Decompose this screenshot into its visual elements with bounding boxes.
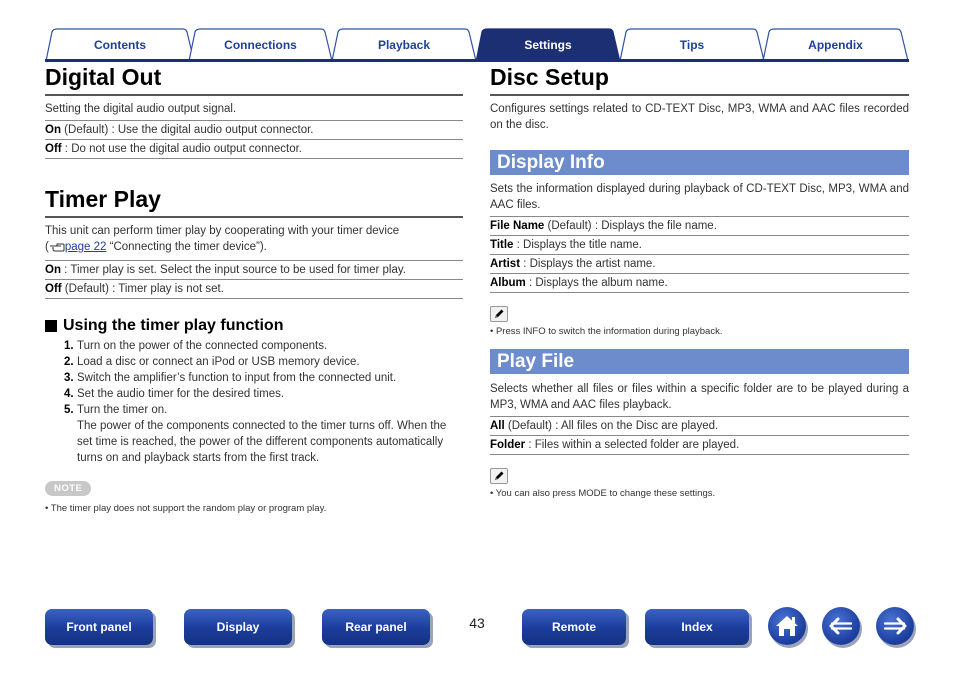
right-column: [490, 62, 909, 500]
option-key: Off: [45, 143, 62, 155]
list-item: [64, 338, 463, 354]
title-divider: [45, 94, 463, 96]
option-row: [45, 279, 463, 299]
step-number: 1.: [64, 340, 74, 352]
option-key: File Name: [490, 220, 545, 232]
timer-steps-list: [64, 338, 463, 466]
pencil-icon: [490, 468, 508, 484]
display-info-options: [490, 216, 909, 293]
play-file-tip: [490, 468, 909, 500]
display-info-heading: Display Info: [490, 150, 909, 175]
option-text: : Timer play is set. Select the input source to be used for timer play.: [60, 264, 406, 276]
option-key: Off: [45, 283, 62, 295]
arrow-left-icon: [828, 616, 854, 636]
option-row: [490, 273, 909, 293]
tab-contents-label: Contents: [94, 38, 146, 52]
front-panel-button[interactable]: Front panel: [45, 609, 153, 645]
page-number: 43: [469, 615, 485, 631]
option-row: [45, 139, 463, 159]
option-text: (Default) : Timer play is not set.: [61, 283, 224, 295]
step-text: Set the audio timer for the desired times.: [77, 388, 285, 400]
tab-tips[interactable]: [619, 28, 765, 62]
option-text: : Displays the album name.: [525, 277, 668, 289]
step-number: 5.: [64, 404, 74, 416]
step-text: Turn on the power of the connected components.: [77, 340, 328, 352]
option-key: Album: [490, 277, 526, 289]
digital-out-options: [45, 120, 463, 159]
display-button[interactable]: Display: [184, 609, 292, 645]
play-file-description: Selects whether all files or files within a specific folder are to be played during a MP3, WMA and AAC files playback.: [490, 383, 909, 411]
list-item: [64, 354, 463, 370]
note-badge: NOTE: [45, 481, 91, 496]
timer-play-description: [45, 223, 463, 257]
digital-out-description: Setting the digital audio output signal.: [45, 103, 237, 115]
title-divider: [490, 94, 909, 96]
option-row: [490, 216, 909, 235]
title-divider: [45, 216, 463, 218]
tab-connections[interactable]: [188, 28, 333, 62]
home-button[interactable]: [768, 607, 806, 645]
option-text: : Displays the title name.: [513, 239, 642, 251]
play-file-heading: Play File: [490, 349, 909, 374]
step-text: Load a disc or connect an iPod or USB memory device.: [77, 356, 360, 368]
option-row: [45, 260, 463, 279]
step-text: Turn the timer on.: [77, 404, 168, 416]
tab-playback-label: Playback: [377, 38, 431, 52]
option-text: : Do not use the digital audio output connector.: [61, 143, 302, 155]
page-reference-icon: [49, 241, 65, 257]
option-text: (Default) : Use the digital audio output connector.: [60, 124, 314, 136]
option-row: [490, 254, 909, 273]
left-column: [45, 62, 463, 515]
tab-connections-label: Connections: [224, 38, 297, 52]
top-tab-bar: [45, 26, 909, 62]
tab-settings-label: Settings: [524, 38, 572, 52]
tab-contents[interactable]: [45, 28, 195, 62]
description-text: This unit can perform timer play by cooperating with your timer device: [45, 225, 400, 237]
digital-out-title: Digital Out: [45, 64, 162, 90]
play-file-options: [490, 416, 909, 455]
disc-setup-description: Configures settings related to CD-TEXT Disc, MP3, WMA and AAC files recorded on the disc.: [490, 103, 909, 131]
square-bullet-icon: [45, 320, 57, 332]
step-detail: [64, 418, 463, 466]
list-item: [64, 386, 463, 402]
pencil-icon: [490, 306, 508, 322]
option-key: All: [490, 420, 505, 432]
step-detail-text: The power of the components connected to the timer turns off. When the set time is reached, the power of the different components automatically turns on and playback starts from the first track.: [77, 420, 447, 464]
description-text: “Connecting the timer device”).: [106, 241, 267, 253]
option-key: Title: [490, 239, 514, 251]
remote-button[interactable]: Remote: [522, 609, 626, 645]
back-button[interactable]: [822, 607, 860, 645]
option-text: : Displays the artist name.: [520, 258, 656, 270]
subsection-title: Using the timer play function: [63, 317, 284, 334]
step-number: 4.: [64, 388, 74, 400]
tab-appendix-label: Appendix: [808, 38, 863, 52]
disc-setup-title: Disc Setup: [490, 64, 609, 90]
display-info-tip: [490, 306, 909, 338]
option-row: [490, 416, 909, 435]
description-text: (: [45, 241, 49, 253]
tab-tips-label: Tips: [679, 38, 705, 52]
note-text: • The timer play does not support the random play or program play.: [45, 503, 327, 514]
timer-play-title: Timer Play: [45, 186, 161, 212]
list-item: [64, 402, 463, 418]
tab-playback[interactable]: [331, 28, 477, 62]
index-button[interactable]: Index: [645, 609, 749, 645]
note-section: [45, 478, 463, 515]
step-number: 3.: [64, 372, 74, 384]
option-row: [490, 435, 909, 455]
page-22-link[interactable]: page 22: [64, 241, 107, 253]
option-row: [490, 235, 909, 254]
list-item: [64, 370, 463, 386]
timer-function-heading: [45, 317, 463, 335]
timer-play-options: [45, 260, 463, 299]
option-text: (Default) : Displays the file name.: [544, 220, 717, 232]
option-text: : Files within a selected folder are played.: [525, 439, 740, 451]
tab-appendix[interactable]: [762, 28, 909, 62]
option-key: Artist: [490, 258, 521, 270]
rear-panel-button[interactable]: Rear panel: [322, 609, 430, 645]
home-icon: [774, 614, 800, 638]
option-text: (Default) : All files on the Disc are played.: [504, 420, 719, 432]
option-key: On: [45, 124, 61, 136]
step-number: 2.: [64, 356, 74, 368]
option-key: On: [45, 264, 61, 276]
tip-text: • You can also press MODE to change these settings.: [490, 488, 716, 499]
display-info-description: Sets the information displayed during playback of CD-TEXT Disc, MP3, WMA and AAC files.: [490, 183, 909, 211]
forward-button[interactable]: [876, 607, 914, 645]
option-row: [45, 120, 463, 139]
tab-settings[interactable]: [475, 28, 621, 62]
option-key: Folder: [490, 439, 526, 451]
step-text: Switch the amplifier’s function to input from the connected unit.: [77, 372, 397, 384]
tip-text: • Press INFO to switch the information during playback.: [490, 326, 723, 337]
arrow-right-icon: [882, 616, 908, 636]
